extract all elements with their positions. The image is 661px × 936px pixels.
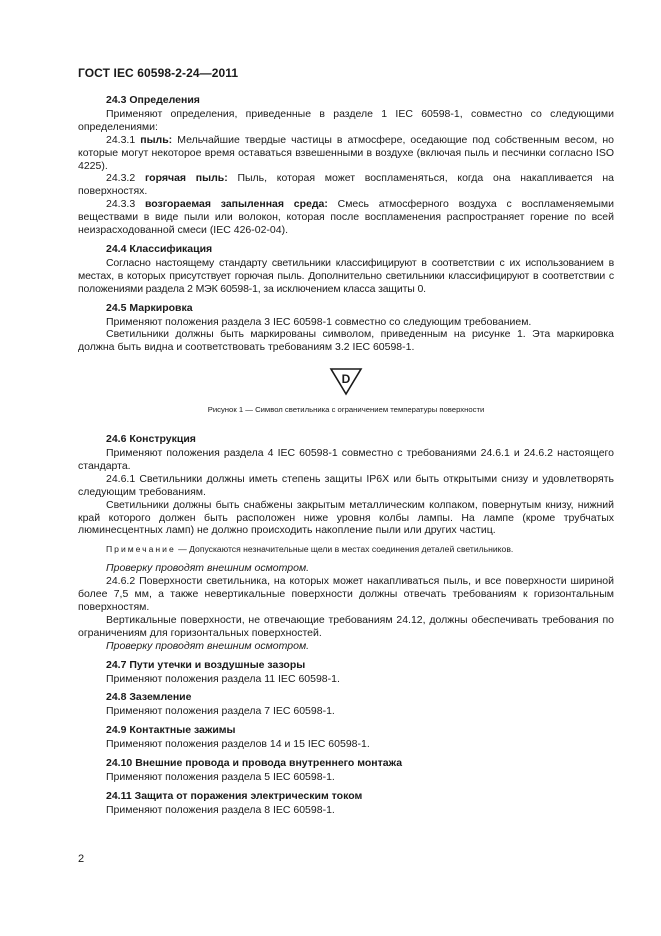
definition-hot-dust: 24.3.2 горячая пыль: Пыль, которая может воспламеняться, когда она накапливается на поверхностях. bbox=[78, 172, 614, 198]
paragraph: Светильники должны быть маркированы символом, приведенным на рисунке 1. Эта маркировка должна быть видна и соответствовать требованиям 3.2 IEC 60598-1. bbox=[78, 328, 614, 354]
section-heading-24-5: 24.5 Маркировка bbox=[106, 301, 193, 314]
section-heading-24-7: 24.7 Пути утечки и воздушные зазоры bbox=[106, 658, 306, 671]
check-statement: Проверку проводят внешним осмотром. bbox=[106, 562, 310, 575]
term: возгораемая запыленная среда: bbox=[144, 198, 328, 211]
paragraph: Вертикальные поверхности, не отвечающие требованиям 24.12, должны обеспечивать требования по ограничениям для горизонтальных поверхностей. bbox=[78, 613, 614, 639]
check-statement: Проверку проводят внешним осмотром. bbox=[106, 639, 310, 652]
note-label: Примечание bbox=[106, 544, 176, 555]
page-content bbox=[78, 94, 614, 817]
paragraph: 24.6.1 Светильники должны иметь степень защиты IP6X или быть открытыми снизу и удовлетворять следующим требованиям. bbox=[78, 472, 614, 498]
section-heading-24-11: 24.11 Защита от поражения электрическим током bbox=[106, 789, 363, 802]
section-heading-24-4: 24.4 Классификация bbox=[106, 242, 213, 255]
paragraph: Применяют положения раздела 11 IEC 60598-1. bbox=[106, 672, 340, 685]
term: горячая пыль: bbox=[144, 172, 228, 185]
paragraph: Применяют положения раздела 5 IEC 60598-1. bbox=[106, 770, 335, 783]
note: Примечание — Допускаются незначительные щели в местах соединения деталей светильников. bbox=[106, 544, 514, 555]
paragraph: Применяют положения раздела 3 IEC 60598-1 совместно со следующим требованием. bbox=[106, 315, 532, 328]
paragraph: Согласно настоящему стандарту светильники классифицируют в соответствии с их использованием в местах, в которых присутствует горючая пыль. Дополнительно светильники классифицируют в соответствии с положениями раздела 2 МЭК 60598-1, за исключением класса защиты 0. bbox=[78, 256, 614, 295]
paragraph: Применяют положения раздела 8 IEC 60598-1. bbox=[106, 803, 335, 816]
figure-1 bbox=[78, 360, 614, 402]
term: пыль: bbox=[140, 133, 173, 146]
paragraph: Применяют положения разделов 14 и 15 IEC 60598-1. bbox=[106, 738, 370, 751]
section-heading-24-3: 24.3 Определения bbox=[106, 94, 200, 106]
definition-dusty-environment: 24.3.3 возгораемая запыленная среда: Смесь атмосферного воздуха с воспламеняемыми веществами в виде пыли или волокон, которая после воспламенения распространяет горение по всей неизрасходованной смеси (IEC 426-02-04). bbox=[78, 198, 614, 237]
section-heading-24-9: 24.9 Контактные зажимы bbox=[106, 724, 236, 737]
section-heading-24-10: 24.10 Внешние провода и провода внутреннего монтажа bbox=[106, 757, 403, 770]
section-heading-24-6: 24.6 Конструкция bbox=[106, 433, 196, 446]
paragraph: 24.6.2 Поверхности светильника, на которых может накапливаться пыль, и все поверхности шириной более 7,5 мм, а также невертикальные поверхности должны отвечать требованиям к горизонтальным поверхностям. bbox=[78, 575, 614, 613]
dust-symbol-icon bbox=[329, 366, 363, 396]
page-number: 2 bbox=[78, 853, 85, 865]
paragraph: Применяют определения, приведенные в разделе 1 IEC 60598-1, совместно со следующими определениями: bbox=[78, 107, 614, 133]
definition-dust: 24.3.1 пыль: Мельчайшие твердые частицы в атмосфере, оседающие под собственным весом, но которые могут некоторое время оставаться взвешенными в воздухе (включая пыль и песчинки согласно ISO 4225). bbox=[78, 133, 614, 172]
section-heading-24-8: 24.8 Заземление bbox=[106, 691, 192, 704]
symbol-letter: D bbox=[341, 372, 351, 387]
paragraph: Светильники должны быть снабжены закрытым металлическим колпаком, повернутым книзу, нижний край которого должен быть расположен ниже уровня колбы лампы. На лампе (кроме трубчатых люминесцентных ламп) не должно происходить накопление пыли или других частиц. bbox=[78, 498, 614, 537]
document-header: ГОСТ IEC 60598-2-24—2011 bbox=[78, 66, 239, 80]
paragraph: Применяют положения раздела 7 IEC 60598-1. bbox=[106, 705, 335, 718]
paragraph: Применяют положения раздела 4 IEC 60598-1 совместно с требованиями 24.6.1 и 24.6.2 настоящего стандарта. bbox=[78, 447, 614, 472]
figure-caption: Рисунок 1 — Символ светильника с ограничением температуры поверхности bbox=[207, 405, 485, 415]
